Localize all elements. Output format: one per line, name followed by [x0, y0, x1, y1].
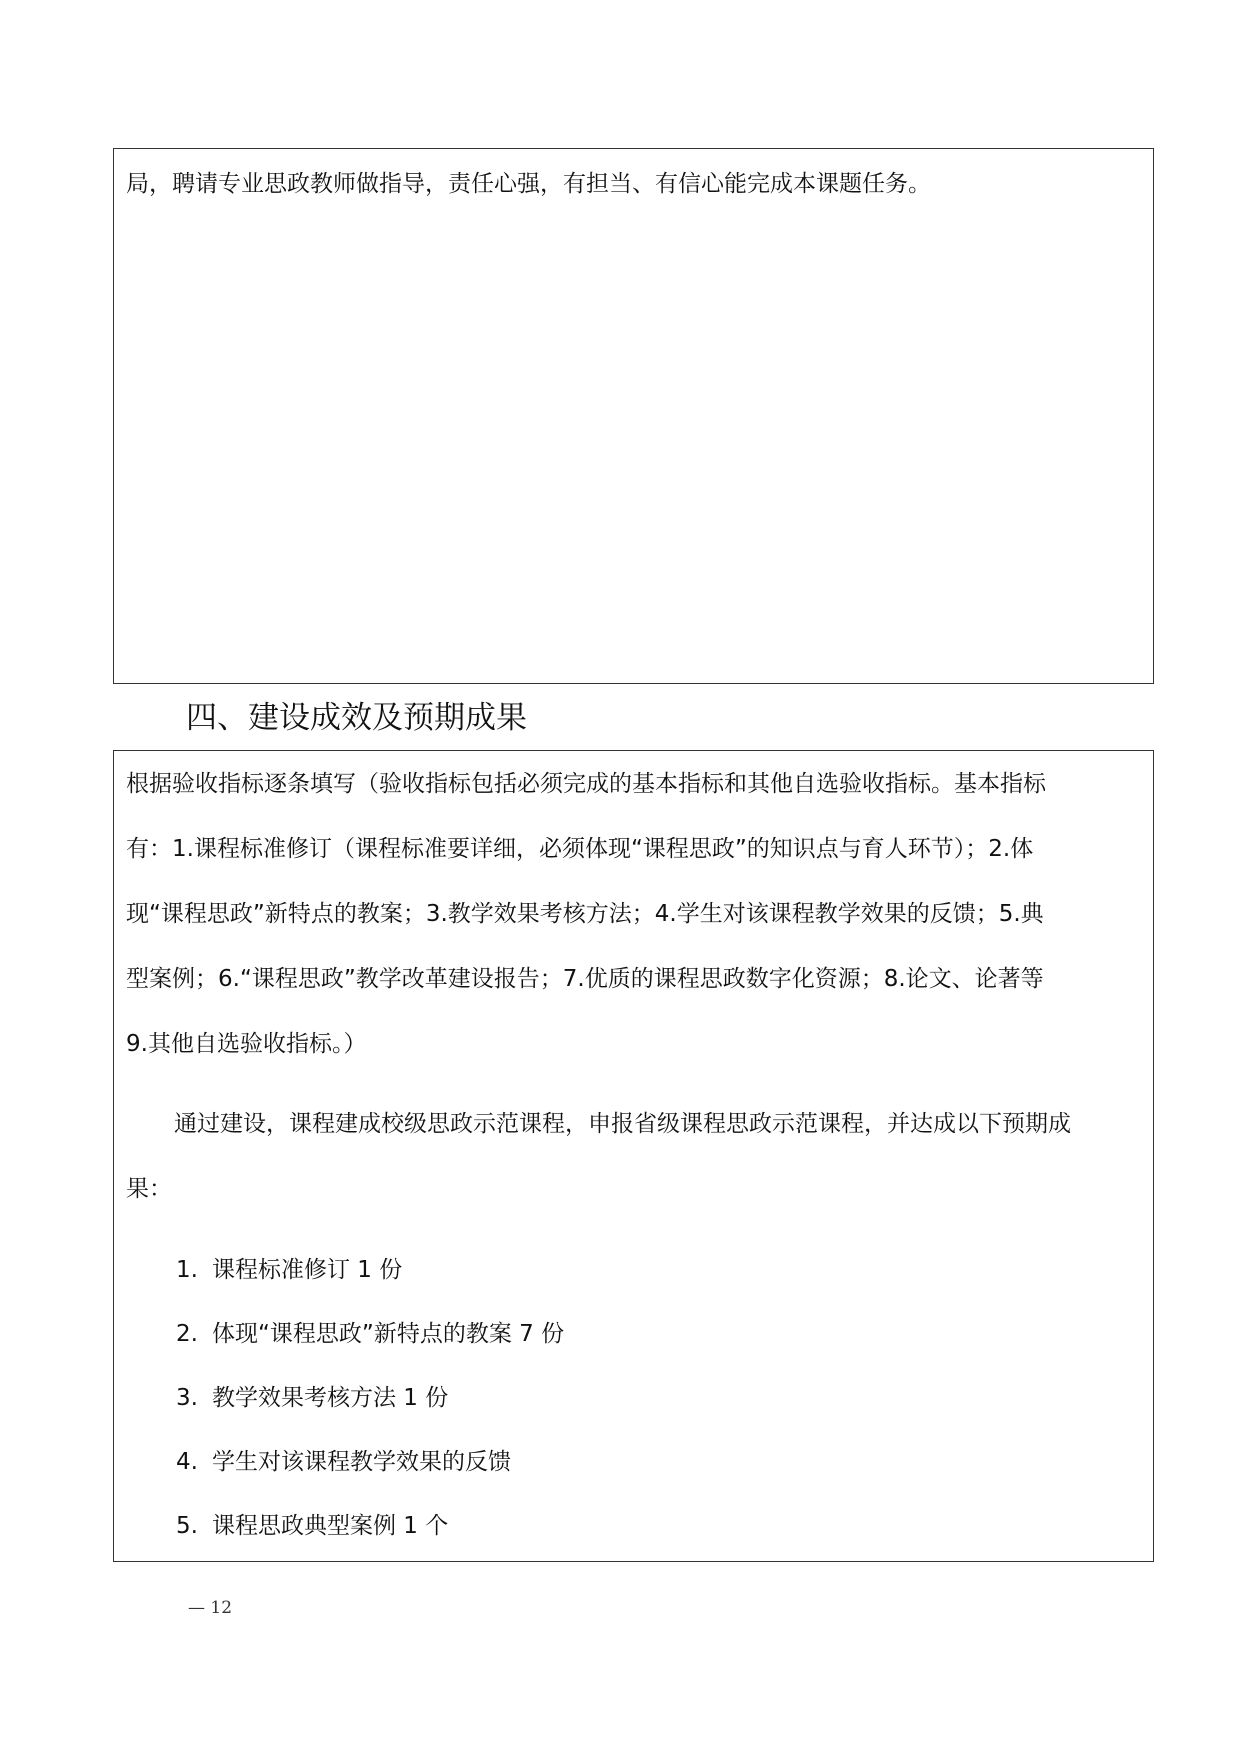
requirement-line: 型案例；6.“课程思政”教学改革建设报告；7.优质的课程思政数字化资源；8.论文、论著等	[126, 966, 1044, 992]
outcome-number: 5.	[176, 1513, 198, 1539]
outcome-number: 2.	[176, 1321, 198, 1347]
intro-line: 通过建设，课程建成校级思政示范课程，申报省级课程思政示范课程，并达成以下预期成	[174, 1111, 1071, 1137]
outcome-item	[176, 1255, 402, 1285]
requirement-line: 根据验收指标逐条填写（验收指标包括必须完成的基本指标和其他自选验收指标。基本指标	[126, 771, 1046, 797]
outcome-number: 3.	[176, 1385, 198, 1411]
requirement-line: 有：1.课程标准修订（课程标准要详细，必须体现“课程思政”的知识点与育人环节）；2.体	[126, 836, 1034, 862]
outcome-number: 1.	[176, 1257, 198, 1283]
outcome-item	[176, 1511, 448, 1541]
page-number: — 12	[188, 1598, 233, 1618]
requirement-line: 9.其他自选验收指标。）	[126, 1031, 367, 1057]
requirement-line: 现“课程思政”新特点的教案；3.教学效果考核方法；4.学生对该课程教学效果的反馈；5.典	[126, 901, 1044, 927]
outcome-text: 课程思政典型案例 1 个	[212, 1513, 449, 1539]
outcome-text: 课程标准修订 1 份	[212, 1257, 403, 1283]
content-box-outcomes	[113, 750, 1154, 1562]
outcome-item	[176, 1319, 564, 1349]
box-top-text: 局，聘请专业思政教师做指导，责任心强，有担当、有信心能完成本课题任务。	[126, 171, 931, 197]
content-box-top	[113, 148, 1154, 684]
section-heading: 四、建设成效及预期成果	[186, 700, 527, 736]
outcome-item	[176, 1383, 448, 1413]
outcome-number: 4.	[176, 1449, 198, 1475]
outcome-text: 学生对该课程教学效果的反馈	[212, 1449, 511, 1475]
intro-line: 果：	[126, 1176, 172, 1202]
outcome-text: 体现“课程思政”新特点的教案 7 份	[212, 1321, 565, 1347]
outcome-item	[176, 1447, 511, 1477]
outcome-text: 教学效果考核方法 1 份	[212, 1385, 449, 1411]
